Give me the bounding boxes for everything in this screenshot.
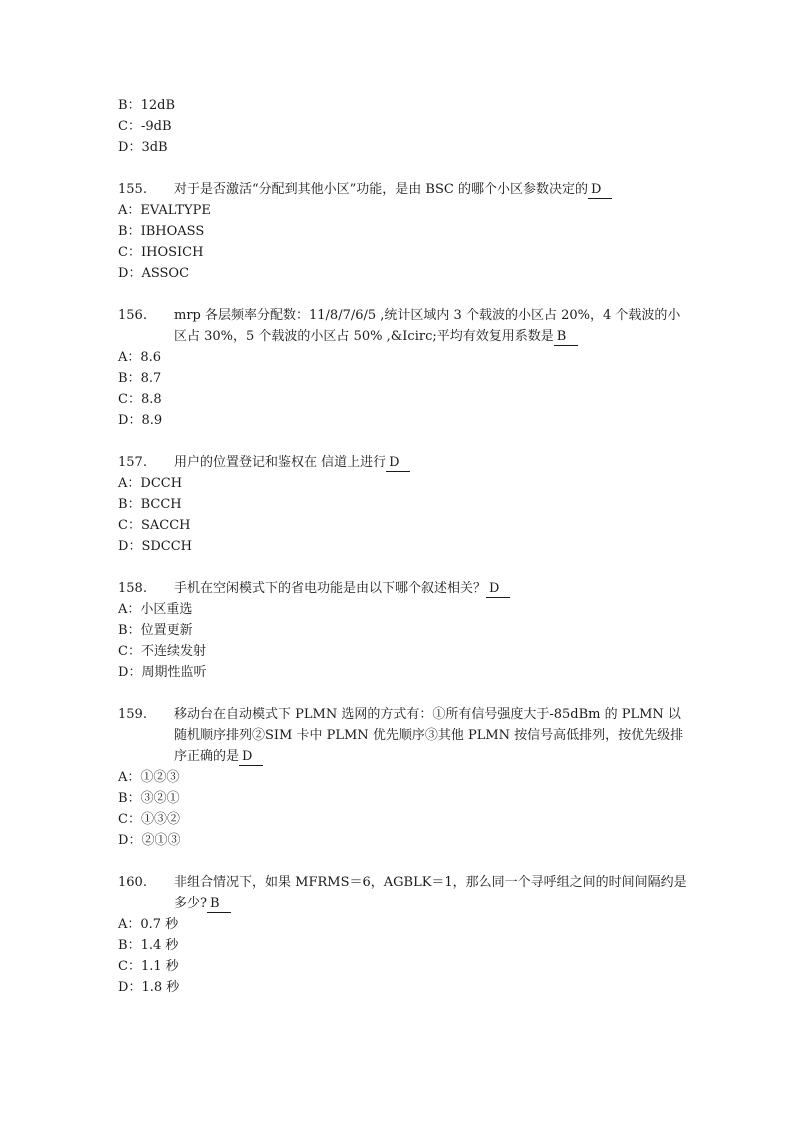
answer-blank: B (207, 896, 231, 913)
question-156 (118, 305, 688, 431)
option-item: C：SACCH (118, 518, 191, 533)
option-item: D：SDCCH (118, 539, 193, 554)
question-text: 155. 对于是否激活“分配到其他小区”功能，是由 BSC 的哪个小区参数决定的 D (118, 179, 688, 200)
question-number: 155. (118, 182, 147, 197)
question-number: 157. (118, 455, 147, 470)
question-159 (118, 704, 688, 851)
option-item: C：IHOSICH (118, 245, 204, 260)
answer-blank: D (386, 455, 410, 472)
option-item: D：8.9 (118, 413, 163, 428)
question-number: 158. (118, 581, 147, 596)
question-number: 159. (118, 707, 147, 722)
answer-blank: D (239, 749, 263, 766)
document-content (118, 95, 688, 1019)
question-155 (118, 179, 688, 284)
question-text: 156. mrp 各层频率分配数：11/8/7/6/5 ,统计区域内 3 个载波的小区占 20%，4 个载波的小区占 30%，5 个载波的小区占 50% ,&Icirc;平均有效复用系数是 B (118, 305, 688, 347)
option-item: C：不连续发射 (118, 644, 206, 659)
option-item: A：小区重选 (118, 602, 193, 617)
option-item: C：-9dB (118, 119, 172, 134)
question-number: 156. (118, 308, 147, 323)
option-item: D：1.8 秒 (118, 980, 180, 995)
option-item: D：ASSOC (118, 266, 190, 281)
option-item: B：BCCH (118, 497, 182, 512)
question-158 (118, 578, 688, 683)
option-item: B：12dB (118, 98, 175, 113)
option-item: D：3dB (118, 140, 168, 155)
option-item: A：EVALTYPE (118, 203, 211, 218)
option-item: A：0.7 秒 (118, 917, 179, 932)
answer-blank: B (554, 329, 578, 346)
option-item: B：IBHOASS (118, 224, 205, 239)
answer-blank: D (588, 182, 612, 199)
option-item: A：8.6 (118, 350, 162, 365)
option-item: B：位置更新 (118, 623, 193, 638)
question-text: 157. 用户的位置登记和鉴权在 信道上进行 D (118, 452, 688, 473)
question-text: 159. 移动台在自动模式下 PLMN 选网的方式有：①所有信号强度大于-85dBm 的 PLMN 以随机顺序排列②SIM 卡中 PLMN 优先顺序③其他 PLMN 按信号高低排列，按优先级排序正确的是 D (118, 704, 688, 767)
question-157 (118, 452, 688, 557)
answer-blank: D (486, 581, 510, 598)
option-item: D：②①③ (118, 833, 181, 848)
option-item: C：8.8 (118, 392, 162, 407)
option-item: B：8.7 (118, 371, 162, 386)
option-item: D：周期性监听 (118, 665, 207, 680)
option-item: B：③②① (118, 791, 180, 806)
option-item: A：①②③ (118, 770, 180, 785)
leftover-options (118, 95, 688, 158)
option-item: A：DCCH (118, 476, 183, 491)
option-item: C：1.1 秒 (118, 959, 179, 974)
option-item: B：1.4 秒 (118, 938, 179, 953)
question-number: 160. (118, 875, 147, 890)
option-item: C：①③② (118, 812, 180, 827)
question-text: 160. 非组合情况下，如果 MFRMS＝6，AGBLK＝1，那么同一个寻呼组之间的时间间隔约是多少? B (118, 872, 688, 914)
question-text: 158. 手机在空闲模式下的省电功能是由以下哪个叙述相关？ D (118, 578, 688, 599)
question-160 (118, 872, 688, 998)
